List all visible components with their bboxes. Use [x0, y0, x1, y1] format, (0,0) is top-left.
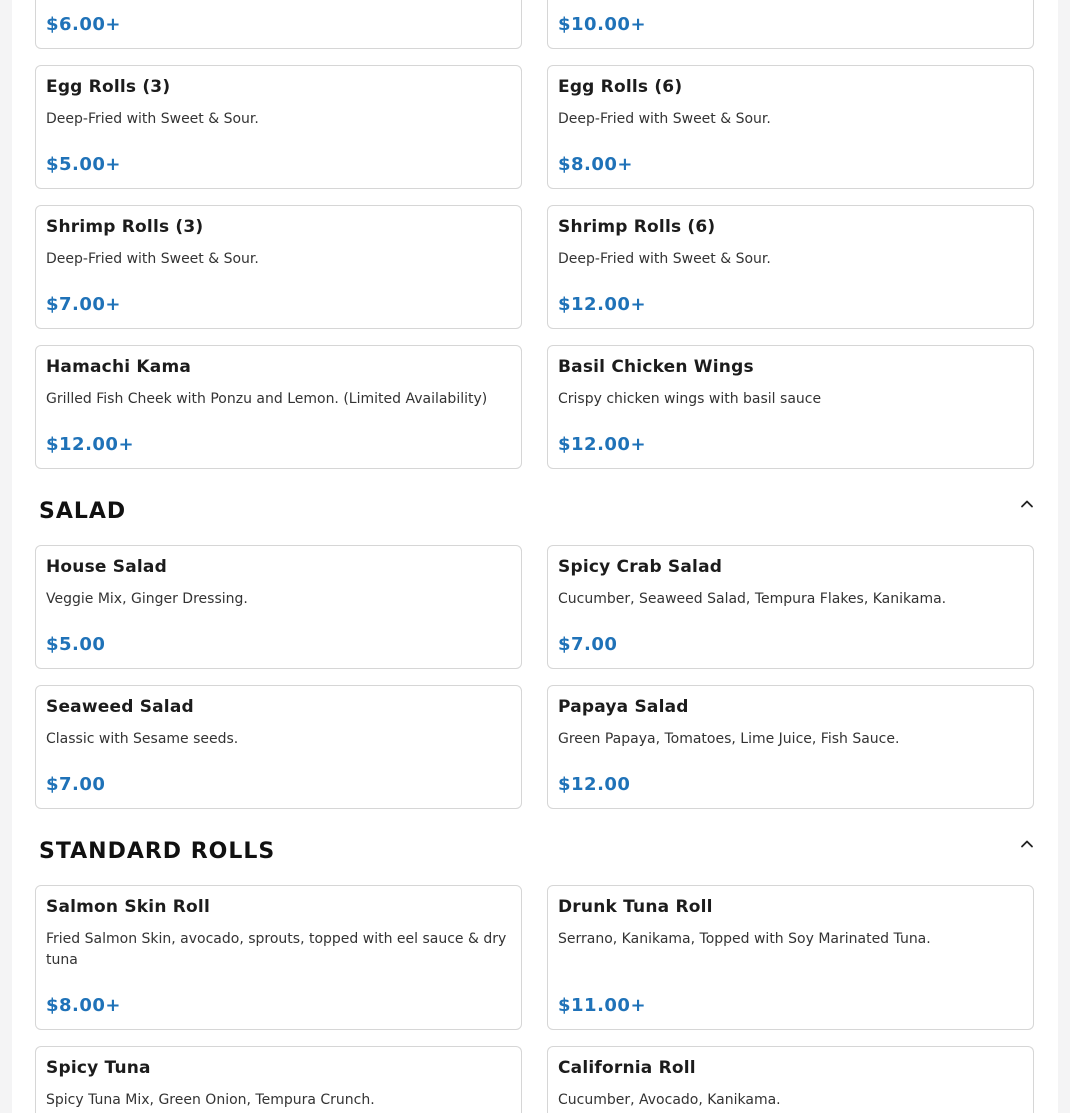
item-price: $5.00+ [46, 154, 122, 175]
item-name: California Roll [558, 1058, 696, 1078]
item-price: $10.00+ [558, 14, 647, 35]
item-price: $12.00+ [46, 434, 135, 455]
menu-item-card[interactable] [35, 545, 522, 669]
chevron-up-icon[interactable] [1019, 496, 1035, 512]
menu-item-card[interactable] [35, 685, 522, 809]
item-name: Shrimp Rolls (3) [46, 217, 204, 237]
item-description: Green Papaya, Tomatoes, Lime Juice, Fish Sauce. [558, 731, 900, 747]
item-price: $7.00 [46, 774, 106, 795]
menu-item-card[interactable] [35, 0, 522, 49]
standard-rolls-grid-2 [35, 1046, 1034, 1113]
item-name: Spicy Tuna [46, 1058, 151, 1078]
item-price: $12.00+ [558, 294, 647, 315]
item-price: $8.00+ [558, 154, 634, 175]
item-description: Veggie Mix, Ginger Dressing. [46, 591, 248, 607]
item-name: Hamachi Kama [46, 357, 192, 377]
menu-page [12, 0, 1058, 1113]
item-description: Classic with Sesame seeds. [46, 731, 239, 747]
item-description: Crispy chicken wings with basil sauce [558, 391, 822, 407]
menu-item-card[interactable] [547, 205, 1034, 329]
menu-item-card[interactable] [547, 885, 1034, 1030]
item-price: $5.00 [46, 634, 106, 655]
item-description: Deep-Fried with Sweet & Sour. [558, 251, 771, 267]
menu-item-card[interactable] [35, 65, 522, 189]
item-name: Egg Rolls (6) [558, 77, 683, 97]
item-name: Spicy Crab Salad [558, 557, 723, 577]
item-name: Egg Rolls (3) [46, 77, 171, 97]
item-description: Serrano, Kanikama, Topped with Soy Marinated Tuna. [558, 931, 931, 947]
item-description: Cucumber, Seaweed Salad, Tempura Flakes, Kanikama. [558, 591, 947, 607]
item-name: Papaya Salad [558, 697, 689, 717]
menu-item-card[interactable] [547, 545, 1034, 669]
item-name: House Salad [46, 557, 167, 577]
item-description: Deep-Fried with Sweet & Sour. [46, 111, 259, 127]
section-header-salad[interactable] [39, 492, 1035, 532]
item-price: $7.00+ [46, 294, 122, 315]
item-price: $7.00 [558, 634, 618, 655]
item-price: $8.00+ [46, 995, 122, 1016]
item-price: $12.00 [558, 774, 631, 795]
menu-item-card[interactable] [547, 1046, 1034, 1113]
menu-item-card[interactable] [547, 685, 1034, 809]
appetizers-top-grid [35, 0, 1034, 49]
item-name: Salmon Skin Roll [46, 897, 210, 917]
item-name: Drunk Tuna Roll [558, 897, 713, 917]
menu-item-card[interactable] [35, 1046, 522, 1113]
item-name: Shrimp Rolls (6) [558, 217, 716, 237]
standard-rolls-grid [35, 885, 1034, 1030]
menu-item-card[interactable] [547, 65, 1034, 189]
item-description: Grilled Fish Cheek with Ponzu and Lemon. (Limited Availability) [46, 391, 488, 407]
menu-item-card[interactable] [547, 345, 1034, 469]
chevron-up-icon[interactable] [1019, 836, 1035, 852]
item-price: $12.00+ [558, 434, 647, 455]
section-title: SALAD [39, 499, 127, 524]
item-price: $11.00+ [558, 995, 647, 1016]
section-title: STANDARD ROLLS [39, 839, 276, 864]
menu-item-card[interactable] [547, 0, 1034, 49]
section-header-standard-rolls[interactable] [39, 832, 1035, 872]
item-description: Deep-Fried with Sweet & Sour. [558, 111, 771, 127]
item-name: Basil Chicken Wings [558, 357, 754, 377]
item-description: Deep-Fried with Sweet & Sour. [46, 251, 259, 267]
item-description: Spicy Tuna Mix, Green Onion, Tempura Crunch. [46, 1092, 375, 1108]
salad-grid [35, 545, 1034, 809]
item-description: Fried Salmon Skin, avocado, sprouts, topped with eel sauce & dry tuna [46, 931, 507, 968]
item-price: $6.00+ [46, 14, 122, 35]
item-name: Seaweed Salad [46, 697, 194, 717]
appetizers-grid [35, 65, 1034, 469]
menu-item-card[interactable] [35, 205, 522, 329]
menu-item-card[interactable] [35, 885, 522, 1030]
menu-item-card[interactable] [35, 345, 522, 469]
item-description: Cucumber, Avocado, Kanikama. [558, 1092, 781, 1108]
